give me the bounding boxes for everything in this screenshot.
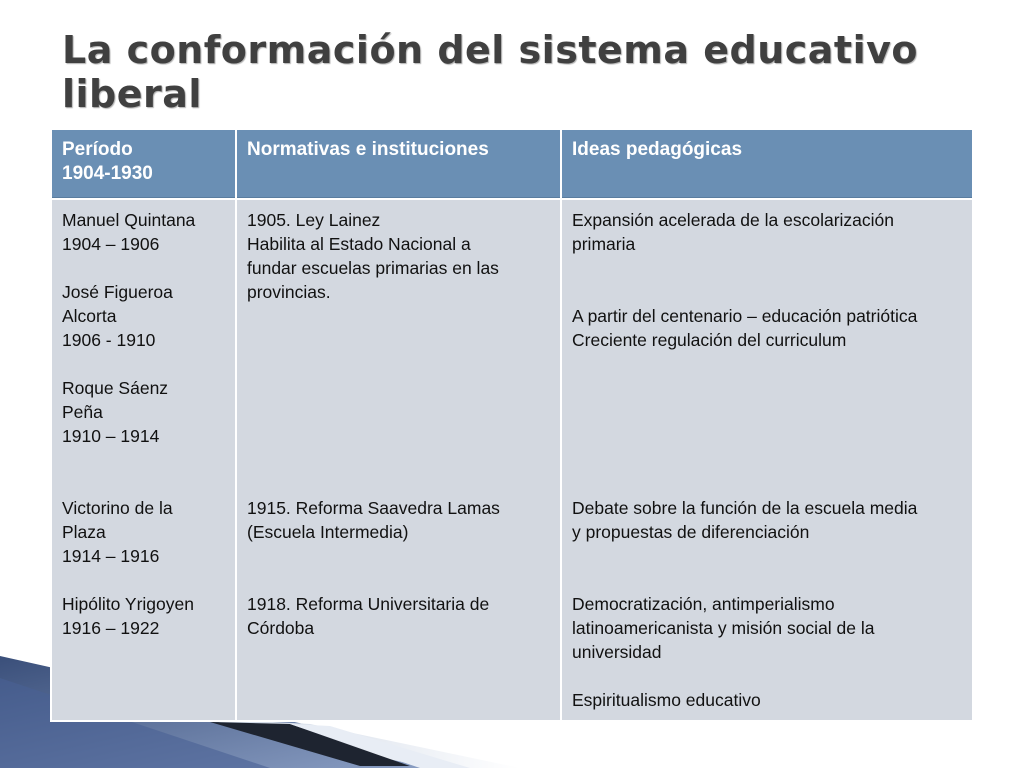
slide-title: La conformación del sistema educativo liberal bbox=[62, 28, 918, 116]
header-period-label: Período bbox=[62, 139, 133, 160]
idea-espiritualismo: Espiritualismo educativo bbox=[572, 690, 761, 710]
idea-democratizacion: Democratización, antimperialismo latinoamericanista y misión social de la universidad bbox=[572, 594, 875, 662]
period-figueroa-alcorta: José Figueroa Alcorta 1906 - 1910 bbox=[62, 282, 173, 350]
period-de-la-plaza: Victorino de la Plaza 1914 – 1916 bbox=[62, 498, 173, 566]
table-row bbox=[51, 199, 973, 721]
table-header-row bbox=[51, 129, 973, 199]
normativa-ley-lainez: 1905. Ley Lainez Habilita al Estado Nacional a fundar escuelas primarias en las provincias. bbox=[247, 210, 499, 302]
header-period-range: 1904-1930 bbox=[62, 163, 153, 184]
normativa-saavedra-lamas: 1915. Reforma Saavedra Lamas (Escuela Intermedia) bbox=[247, 498, 500, 542]
idea-escolarizacion: Expansión acelerada de la escolarización primaria bbox=[572, 210, 895, 254]
normativas-cell bbox=[236, 199, 561, 721]
header-ideas: Ideas pedagógicas bbox=[561, 129, 973, 199]
idea-educacion-patriotica: A partir del centenario – educación patriótica Creciente regulación del curriculum bbox=[572, 306, 918, 350]
history-table bbox=[50, 128, 974, 722]
ideas-cell bbox=[561, 199, 973, 721]
normativa-reforma-universitaria: 1918. Reforma Universitaria de Córdoba bbox=[247, 594, 490, 638]
period-saenz-pena: Roque Sáenz Peña 1910 – 1914 bbox=[62, 378, 169, 446]
period-quintana: Manuel Quintana 1904 – 1906 bbox=[62, 210, 196, 254]
period-cell bbox=[51, 199, 236, 721]
header-normativas: Normativas e instituciones bbox=[236, 129, 561, 199]
idea-escuela-media: Debate sobre la función de la escuela media y propuestas de diferenciación bbox=[572, 498, 918, 542]
header-period bbox=[51, 129, 236, 199]
period-yrigoyen: Hipólito Yrigoyen 1916 – 1922 bbox=[62, 594, 194, 638]
